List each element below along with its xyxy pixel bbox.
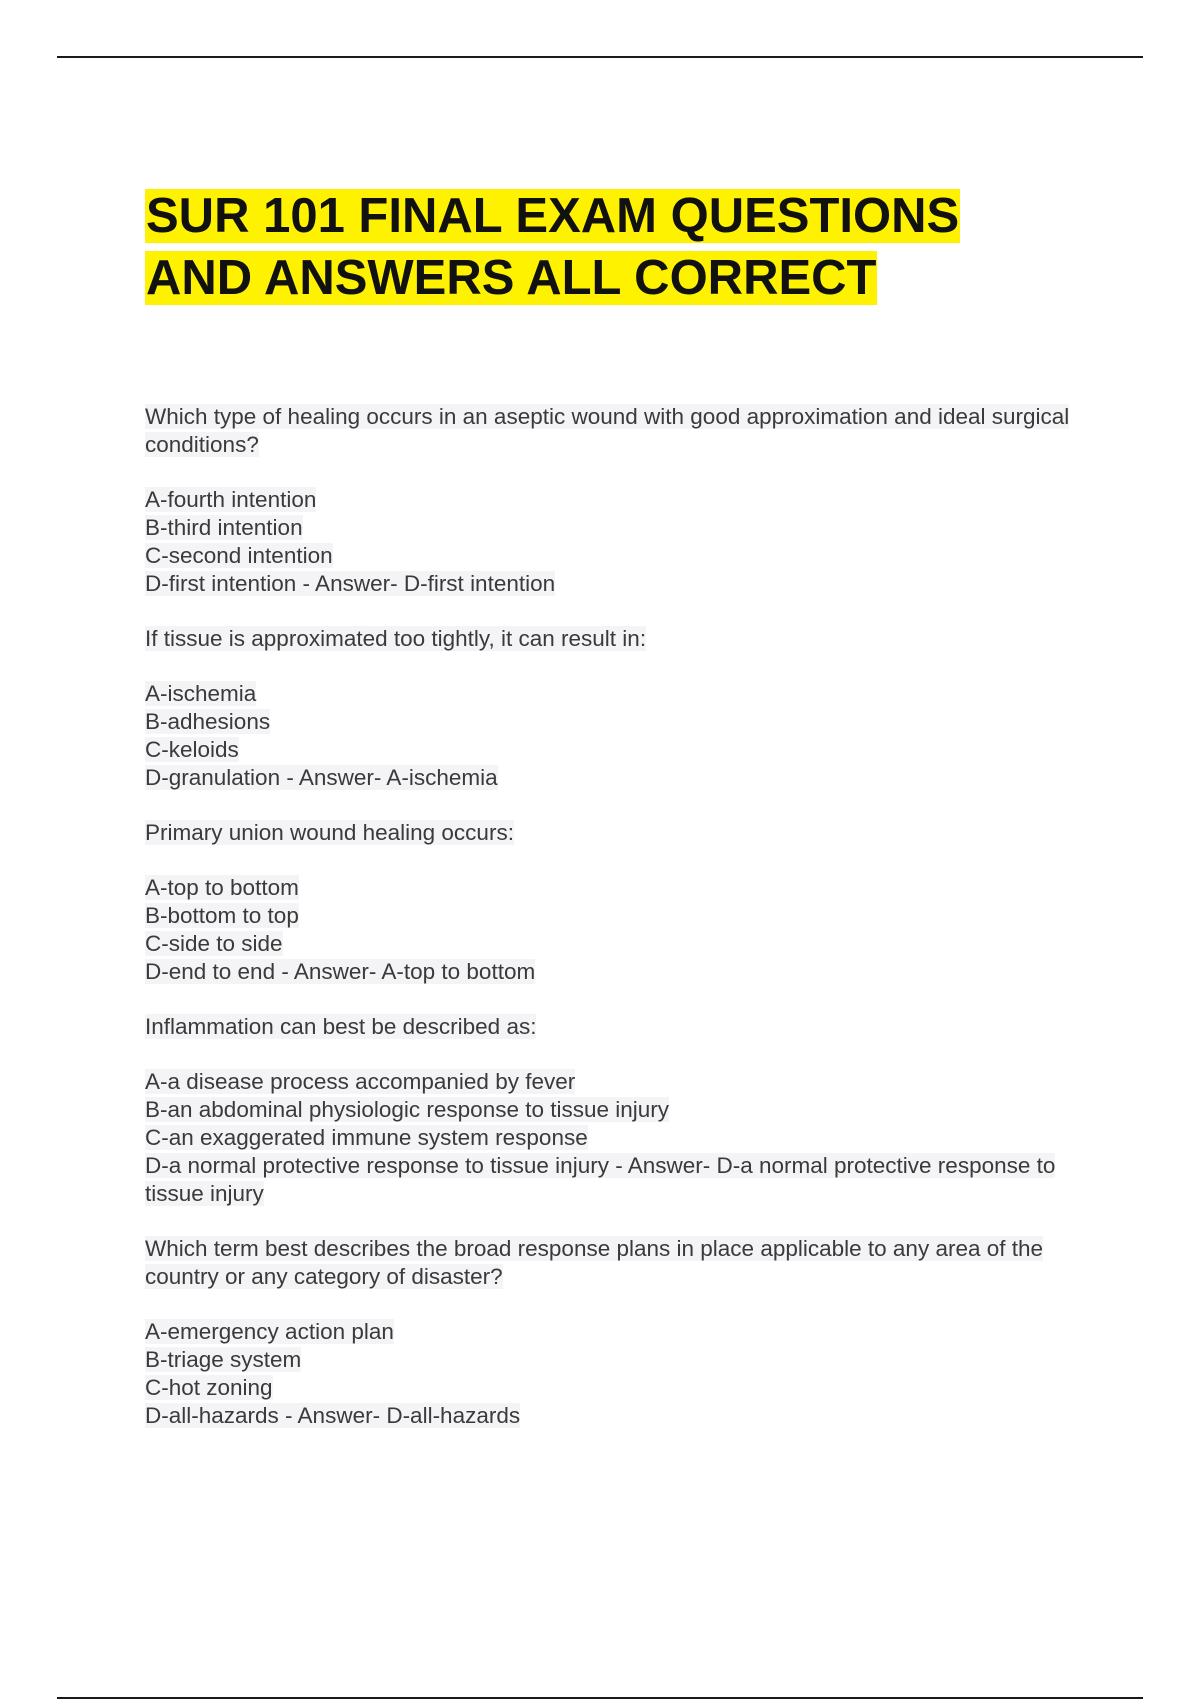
option-c: C-second intention [145, 543, 333, 568]
option-d-answer: D-end to end - Answer- A-top to bottom [145, 959, 536, 984]
question-block [145, 819, 1085, 986]
question-text: Inflammation can best be described as: [145, 1014, 537, 1039]
options-list [145, 1318, 1085, 1430]
title-line-2: AND ANSWERS ALL CORRECT [146, 251, 877, 305]
option-b: B-third intention [145, 515, 303, 540]
title-line-1: SUR 101 FINAL EXAM QUESTIONS [146, 189, 960, 243]
option-b: B-triage system [145, 1347, 302, 1372]
question-text: Which type of healing occurs in an aseptic wound with good approximation and ideal surgical conditions? [145, 404, 1070, 457]
options-list [145, 486, 1085, 598]
option-c: C-side to side [145, 931, 283, 956]
footer-rule [57, 1697, 1143, 1699]
option-a: A-fourth intention [145, 487, 317, 512]
option-c: C-an exaggerated immune system response [145, 1125, 588, 1150]
question-text: Which term best describes the broad response plans in place applicable to any area of the country or any category of disaster? [145, 1236, 1044, 1289]
question-block [145, 625, 1085, 792]
option-d-answer: D-all-hazards - Answer- D-all-hazards [145, 1403, 521, 1428]
question-block [145, 403, 1085, 598]
option-d-answer: D-first intention - Answer- D-first intention [145, 571, 556, 596]
document-title [145, 185, 1085, 309]
option-b: B-bottom to top [145, 903, 299, 928]
question-block [145, 1235, 1085, 1430]
question-block [145, 1013, 1085, 1208]
option-c: C-hot zoning [145, 1375, 273, 1400]
option-a: A-a disease process accompanied by fever [145, 1069, 576, 1094]
question-text: Primary union wound healing occurs: [145, 820, 514, 845]
options-list [145, 1068, 1085, 1208]
options-list [145, 680, 1085, 792]
option-d-answer: D-a normal protective response to tissue injury - Answer- D-a normal protective response to tissue injury [145, 1153, 1056, 1206]
option-b: B-adhesions [145, 709, 271, 734]
option-c: C-keloids [145, 737, 239, 762]
option-d-answer: D-granulation - Answer- A-ischemia [145, 765, 498, 790]
option-a: A-top to bottom [145, 875, 299, 900]
options-list [145, 874, 1085, 986]
option-b: B-an abdominal physiologic response to tissue injury [145, 1097, 670, 1122]
question-list [145, 403, 1085, 1430]
document-body [145, 185, 1085, 1457]
option-a: A-ischemia [145, 681, 257, 706]
question-text: If tissue is approximated too tightly, it can result in: [145, 626, 647, 651]
header-rule [57, 56, 1143, 58]
option-a: A-emergency action plan [145, 1319, 394, 1344]
